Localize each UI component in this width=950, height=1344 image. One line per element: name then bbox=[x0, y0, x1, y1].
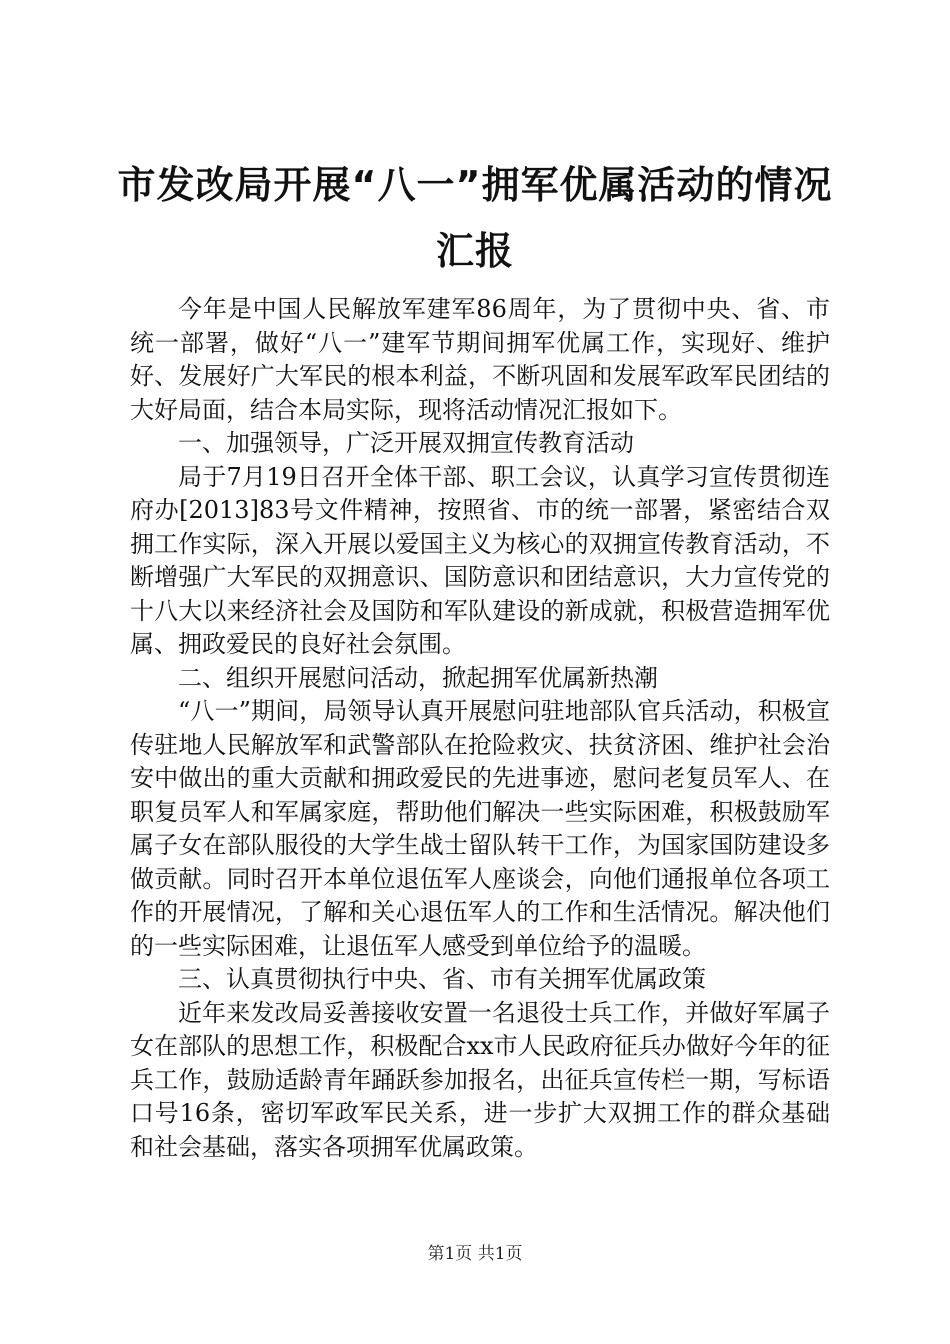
document-title: 市发改局开展“八一”拥军优属活动的情况汇报 bbox=[117, 163, 833, 273]
section-paragraph-3: 近年来发改局妥善接收安置一名退役士兵工作，并做好军属子女在部队的思想工作，积极配合xx市人民政府征兵办做好今年的征兵工作，鼓励适龄青年踊跃参加报名，出征兵宣传栏一期，写标语口号16条，密切军政军民关系，进一步扩大双拥工作的群众基础和社会基础，落实各项拥军优属政策。 bbox=[130, 998, 830, 1161]
section-heading-2: 二、组织开展慰问活动，掀起拥军优属新热潮 bbox=[178, 663, 658, 692]
page-footer: 第1页 共1页 bbox=[427, 1244, 523, 1264]
intro-paragraph: 今年是中国人民解放军建军86周年，为了贯彻中央、省、市统一部署，做好“八一”建军节期间拥军优属工作，实现好、维护好、发展好广大军民的根本利益，不断巩固和发展军政军民团结的大好局面，结合本局实际，现将活动情况汇报如下。 bbox=[130, 295, 830, 424]
section-heading-1: 一、加强领导，广泛开展双拥宣传教育活动 bbox=[178, 429, 634, 457]
section-paragraph-1: 局于7月19日召开全体干部、职工会议，认真学习宣传贯彻连府办[2013]83号文件精神，按照省、市的统一部署，紧密结合双拥工作实际，深入开展以爱国主义为核心的双拥宣传教育活动，不断增强广大军民的双拥意识、国防意识和团结意识，大力宣传党的十八大以来经济社会及国防和军队建设的新成就，积极营造拥军优属、拥政爱民的良好社会氛围。 bbox=[130, 462, 830, 658]
section-heading-3: 三、认真贯彻执行中央、省、市有关拥军优属政策 bbox=[178, 965, 706, 993]
document-body bbox=[130, 293, 830, 1164]
section-paragraph-2: “八一”期间，局领导认真开展慰问驻地部队官兵活动，积极宣传驻地人民解放军和武警部队在抢险救灾、扶贫济困、维护社会治安中做出的重大贡献和拥政爱民的先进事迹，慰问老复员军人、在职复员军人和军属家庭，帮助他们解决一些实际困难，积极鼓励军属子女在部队服役的大学生战士留队转干工作，为国家国防建设多做贡献。同时召开本单位退伍军人座谈会，向他们通报单位各项工作的开展情况，了解和关心退伍军人的工作和生活情况。解决他们的一些实际困难，让退伍军人感受到单位给予的温暖。 bbox=[130, 697, 830, 960]
